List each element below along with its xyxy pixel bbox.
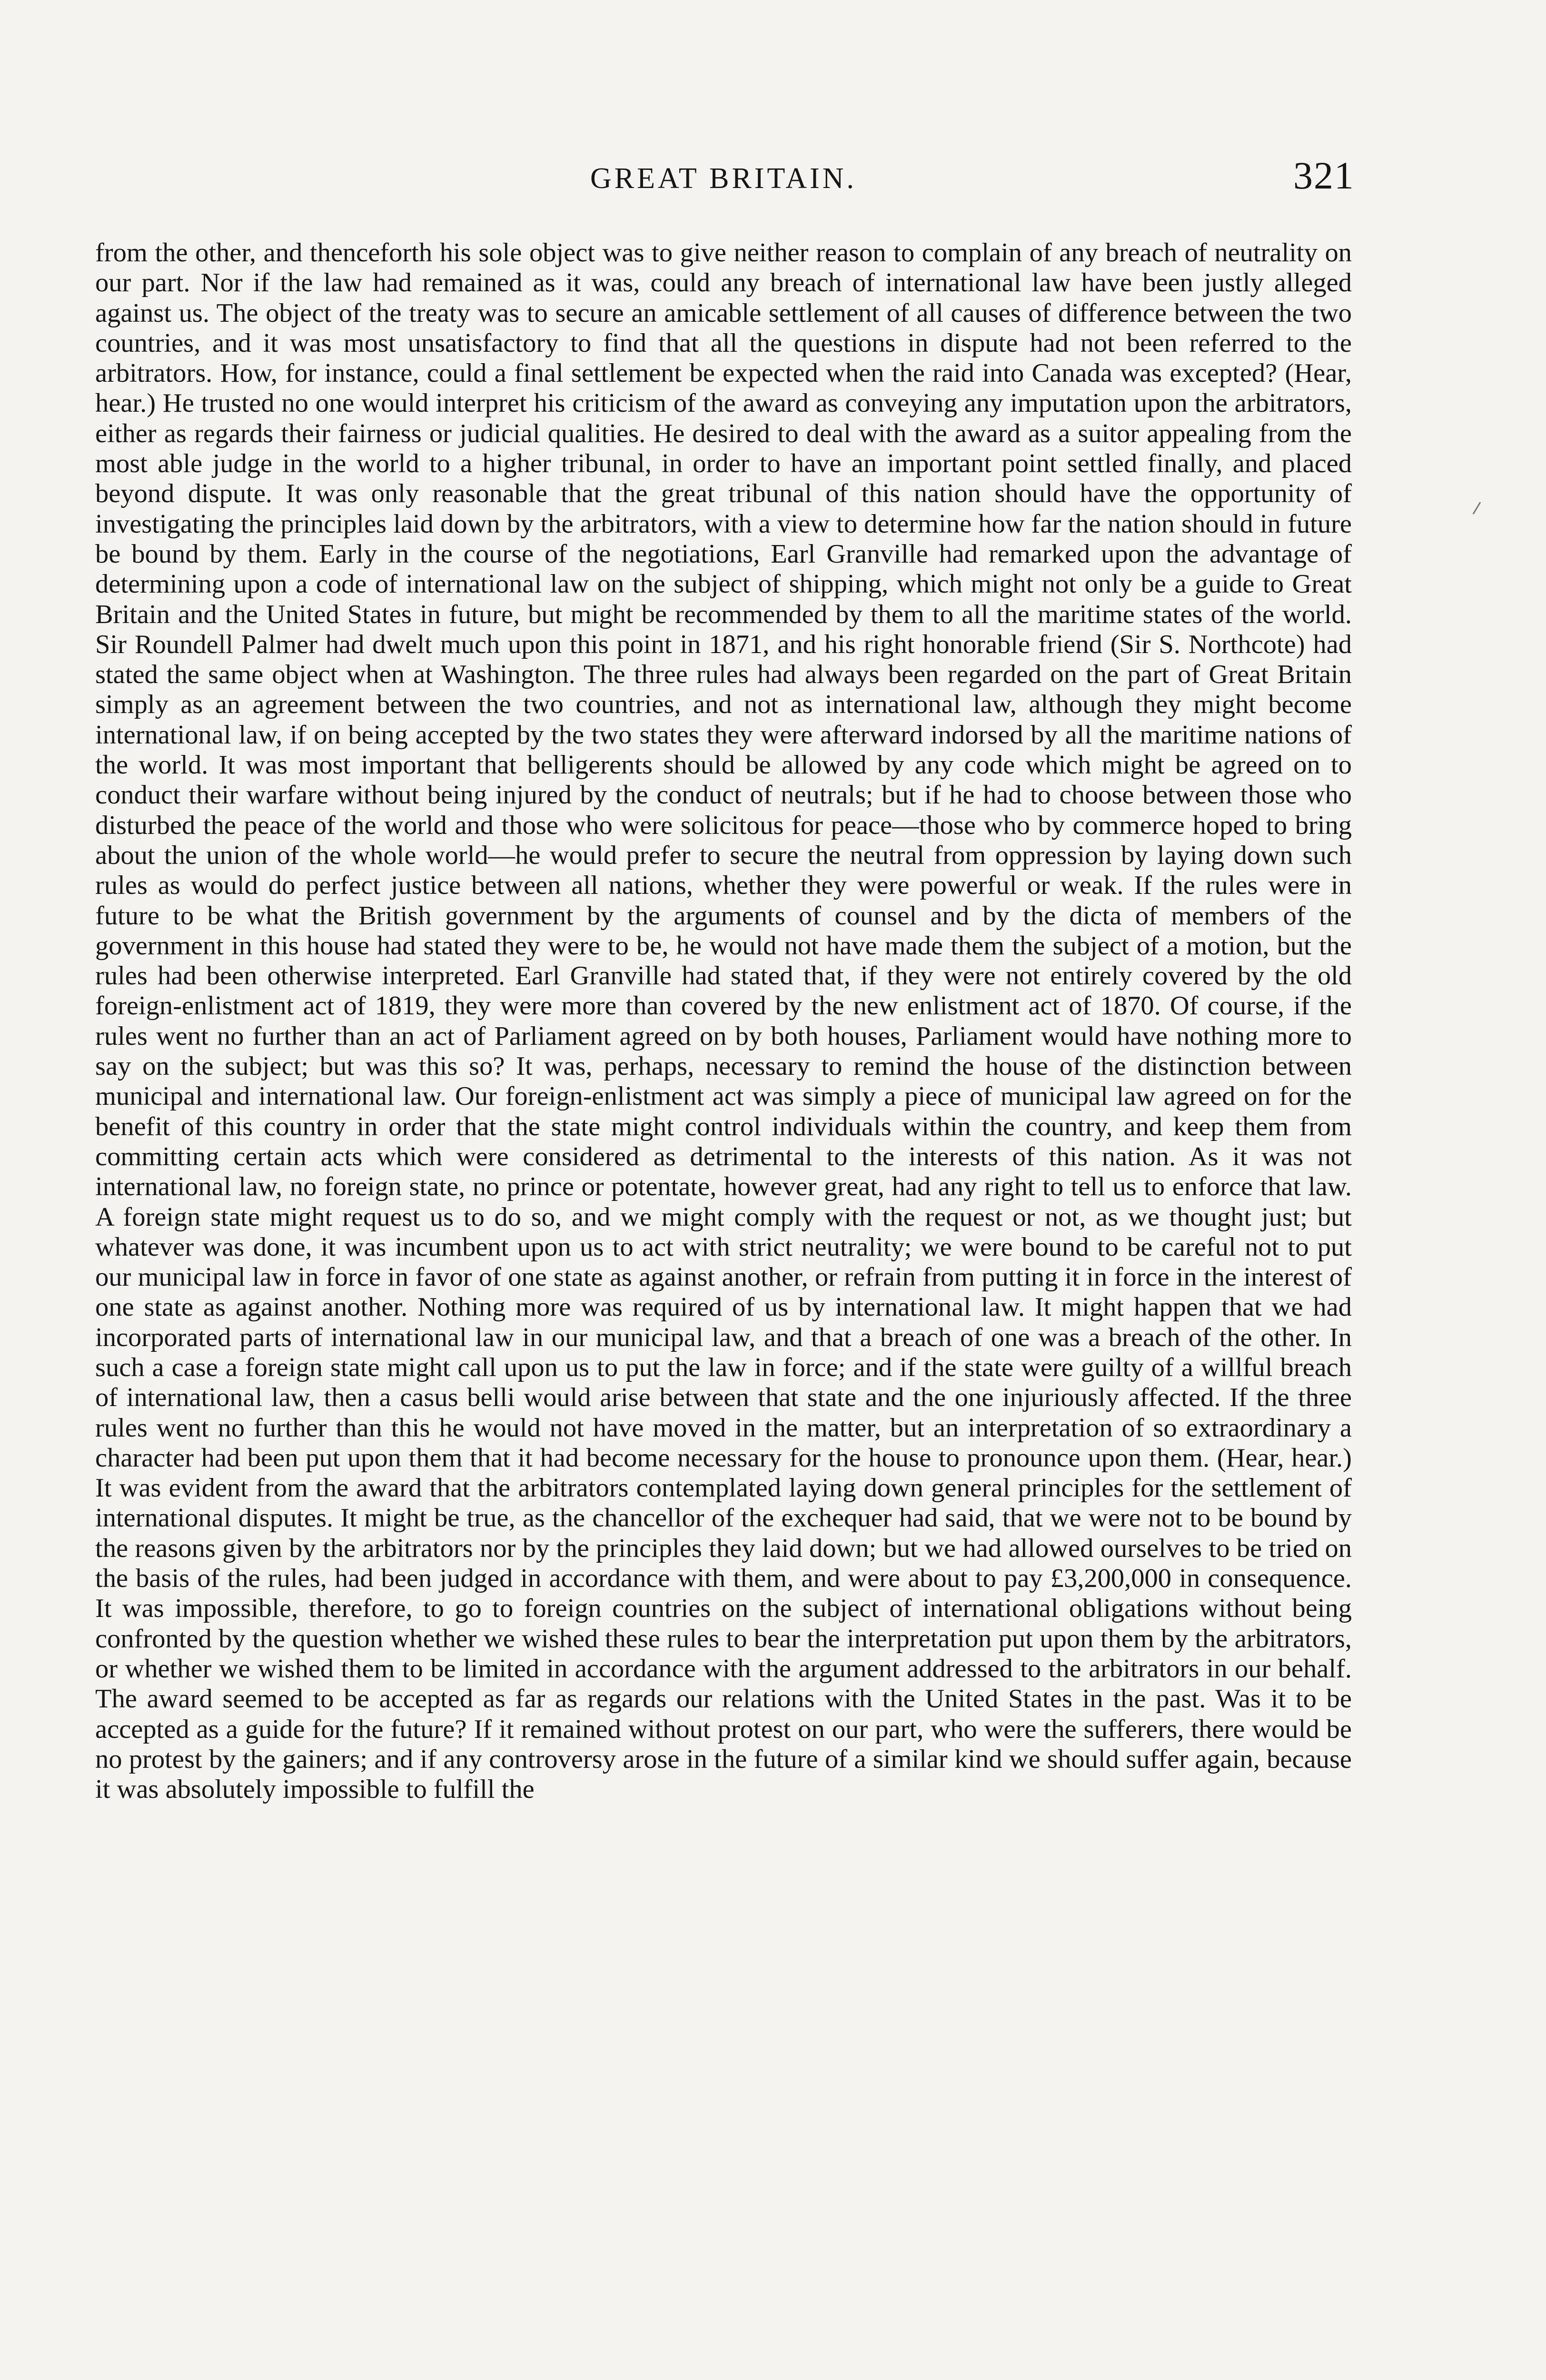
body-paragraph: from the other, and thenceforth his sole object was to give neither reason to complain of any breach of neutrality on our part. Nor if the law had remained as it was, could any breach of international law have been justly alleged against us. The object of the treaty was to secure an amicable settlement of all causes of difference between the two countries, and it was most unsatisfactory to find that all the questions in dispute had not been referred to the arbitrators. How, for instance, could a final settlement be expected when the raid into Canada was excepted? (Hear, hear.) He trusted no one would interpret his criticism of the award as conveying any imputation upon the arbitrators, either as regards their fairness or judicial qualities. He desired to deal with the award as a suitor appealing from the most able judge in the world to a higher tribunal, in order to have an important point settled finally, and placed beyond dispute. It was only reasonable that the great tribunal of this nation should have the opportunity of investigating the principles laid down by the arbitrators, with a view to determine how far the nation should in future be bound by them. Early in the course of the negotiations, Earl Granville had remarked upon the advantage of determining upon a code of international law on the subject of shipping, which might not only be a guide to Great Britain and the United States in future, but might be recommended by them to all the maritime states of the world. Sir Roundell Palmer had dwelt much upon this point in 1871, and his right honorable friend (Sir S. Northcote) had stated the same object when at Washington. The three rules had always been regarded on the part of Great Britain simply as an agreement between the two countries, and not as international law, although they might become international law, if on being accepted by the two states they were afterward indorsed by all the maritime nations of the world. It was most important that belligerents should be allowed by any code which might be agreed on to conduct their warfare without being injured by the conduct of neutrals; but if he had to choose between those who disturbed the peace of the world and those who were solicitous for peace—those who by commerce hoped to bring about the union of the whole world—he would prefer to secure the neutral from oppression by laying down such rules as would do perfect justice between all nations, whether they were powerful or weak. If the rules were in future to be what the British government by the arguments of counsel and by the dicta of members of the government in this house had stated they were to be, he would not have made them the subject of a motion, but the rules had been otherwise interpreted. Earl Granville had stated that, if they were not entirely covered by the old foreign-enlistment act of 1819, they were more than covered by the new enlistment act of 1870. Of course, if the rules went no further than an act of Parliament agreed on by both houses, Parliament would have nothing more to say on the subject; but was this so? It was, perhaps, necessary to remind the house of the distinction between municipal and international law. Our foreign-enlistment act was simply a piece of municipal law agreed on for the benefit of this country in order that the state might control individuals within the country, and keep them from committing certain acts which were considered as detrimental to the interests of this nation. As it was not international law, no foreign state, no prince or potentate, however great, had any right to tell us to enforce that law. A foreign state might request us to do so, and we might comply with the request or not, as we thought just; but whatever was done, it was incumbent upon us to act with strict neutrality; we were bound to be careful not to put our municipal law in force in favor of one state as against another, or refrain from putting it in force in the interest of one state as against another. Nothing more was required of us by international law. It might happen that we had incorporated parts of international law in our municipal law, and that a breach of one was a breach of the other. In such a case a foreign state might call upon us to put the law in force; and if the state were guilty of a willful breach of international law, then a casus belli would arise between that state and the one injuriously affected. If the three rules went no further than this he would not have moved in the matter, but an interpretation of so extraordinary a character had been put upon them that it had become necessary for the house to pronounce upon them. (Hear, hear.) It was evident from the award that the arbitrators contemplated laying down general principles for the settlement of international disputes. It might be true, as the chancellor of the exchequer had said, that we were not to be bound by the reasons given by the arbitrators nor by the principles they laid down; but we had allowed ourselves to be tried on the basis of the rules, had been judged in accordance with them, and were about to pay £3,200,000 in consequence. It was impossible, therefore, to go to foreign countries on the subject of international obligations without being confronted by the question whether we wished these rules to bear the interpretation put upon them by the arbitrators, or whether we wished them to be limited in accordance with the argument addressed to the arbitrators in our behalf. The award seemed to be accepted as far as regards our relations with the United States in the past. Was it to be accepted as a guide for the future? If it remained without protest on our part, who were the sufferers, there would be no protest by the gainers; and if any controversy arose in the future of a similar kind we should suffer again, because it was absolutely impossible to fulfill the — [95, 238, 1352, 1805]
running-header — [95, 154, 1355, 209]
page-header-title: GREAT BRITAIN. — [590, 162, 857, 195]
page-number: 321 — [1293, 154, 1355, 197]
body-text — [95, 238, 1352, 1805]
